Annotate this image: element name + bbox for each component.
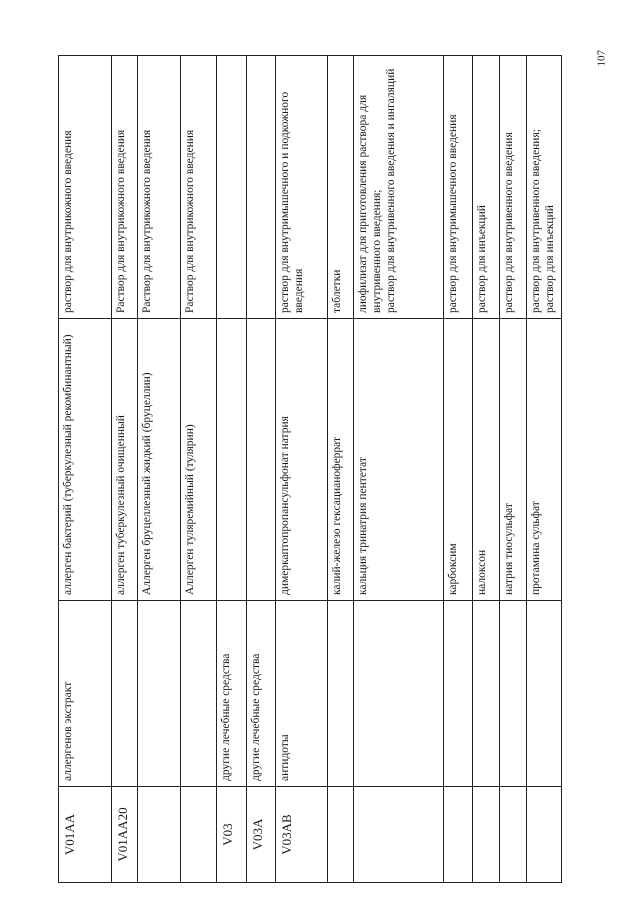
drug-cell: протамина сульфат <box>527 319 562 601</box>
drug-cell: калий-железо гексацианоферрат <box>328 319 354 601</box>
group-cell <box>473 601 500 787</box>
group-cell: другие лечебные средства <box>247 601 276 787</box>
atc-code-cell <box>527 787 562 883</box>
dosage-form-line: раствор для внутримышечного введения <box>447 114 459 313</box>
dosage-form-line: лиофилизат для приготовления раствора для внутривенного введения; <box>357 94 383 313</box>
atc-code-cell <box>500 787 527 883</box>
page-number: 107 <box>595 50 607 67</box>
atc-code-cell <box>354 787 444 883</box>
dosage-form-cell <box>527 56 562 319</box>
dosage-form-cell <box>473 56 500 319</box>
drug-cell: аллерген туберкулезный очищенный <box>112 319 138 601</box>
drug-cell <box>247 319 276 601</box>
dosage-form-line: Раствор для внутрикожного введения <box>115 129 127 313</box>
dosage-form-line: раствор для внутривенного введения и ингаляций <box>384 68 397 313</box>
dosage-form-cell <box>59 56 112 319</box>
table-row <box>59 56 112 883</box>
atc-code-cell <box>328 787 354 883</box>
dosage-form-cell <box>138 56 181 319</box>
table-row <box>112 56 138 883</box>
atc-code-cell <box>181 787 217 883</box>
dosage-form-cell <box>444 56 473 319</box>
group-cell <box>181 601 217 787</box>
dosage-form-cell <box>217 56 247 319</box>
dosage-form-line: Раствор для внутрикожного введения <box>141 129 153 313</box>
dosage-form-cell <box>276 56 328 319</box>
atc-code-cell: V03A <box>247 787 276 883</box>
table-row <box>444 56 473 883</box>
dosage-form-line: раствор для инъекций <box>543 205 556 313</box>
group-cell: антидоты <box>276 601 328 787</box>
dosage-form-line: раствор для внутривенного введения; <box>530 129 542 313</box>
dosage-form-line: раствор для внутривенного введения <box>503 132 515 313</box>
group-cell <box>354 601 444 787</box>
table-row <box>328 56 354 883</box>
group-cell <box>328 601 354 787</box>
table-row <box>527 56 562 883</box>
group-cell <box>527 601 562 787</box>
group-cell <box>112 601 138 787</box>
drug-cell: Аллерген туляремийный (тулярин) <box>181 319 217 601</box>
table-row <box>247 56 276 883</box>
drug-table-container <box>58 56 555 883</box>
atc-code-cell <box>473 787 500 883</box>
atc-code-cell <box>444 787 473 883</box>
atc-code-cell: V03AB <box>276 787 328 883</box>
dosage-form-line: Раствор для внутрикожного введения <box>184 129 196 313</box>
drug-cell: Аллерген бруцеллезный жидкий (бруцеллин) <box>138 319 181 601</box>
drug-cell: аллерген бактерий (туберкулезный рекомбинантный) <box>59 319 112 601</box>
dosage-form-line: раствор для внутримышечного и подкожного введения <box>279 91 305 313</box>
table-row <box>354 56 444 883</box>
drug-cell: налоксон <box>473 319 500 601</box>
group-cell <box>138 601 181 787</box>
table-row <box>217 56 247 883</box>
table-row <box>500 56 527 883</box>
group-cell: другие лечебные средства <box>217 601 247 787</box>
table-row <box>473 56 500 883</box>
dosage-form-cell <box>328 56 354 319</box>
drug-cell: димеркаптопропансульфонат натрия <box>276 319 328 601</box>
dosage-form-line: таблетки <box>331 269 343 313</box>
drug-cell: карбоксим <box>444 319 473 601</box>
drug-cell: натрия тиосульфат <box>500 319 527 601</box>
dosage-form-cell <box>181 56 217 319</box>
group-cell <box>500 601 527 787</box>
group-cell: аллергенов экстракт <box>59 601 112 787</box>
dosage-form-cell <box>112 56 138 319</box>
drug-cell: кальция тринатрия пентетат <box>354 319 444 601</box>
dosage-form-cell <box>354 56 444 319</box>
drug-table <box>58 55 562 883</box>
atc-code-cell: V01AA <box>59 787 112 883</box>
dosage-form-line: раствор для внутрикожного введения <box>62 130 74 313</box>
atc-code-cell: V01AA20 <box>112 787 138 883</box>
dosage-form-cell <box>247 56 276 319</box>
drug-cell <box>217 319 247 601</box>
atc-code-cell: V03 <box>217 787 247 883</box>
table-row <box>276 56 328 883</box>
dosage-form-line: раствор для инъекций <box>476 205 488 313</box>
atc-code-cell <box>138 787 181 883</box>
group-cell <box>444 601 473 787</box>
table-row <box>181 56 217 883</box>
dosage-form-cell <box>500 56 527 319</box>
table-row <box>138 56 181 883</box>
